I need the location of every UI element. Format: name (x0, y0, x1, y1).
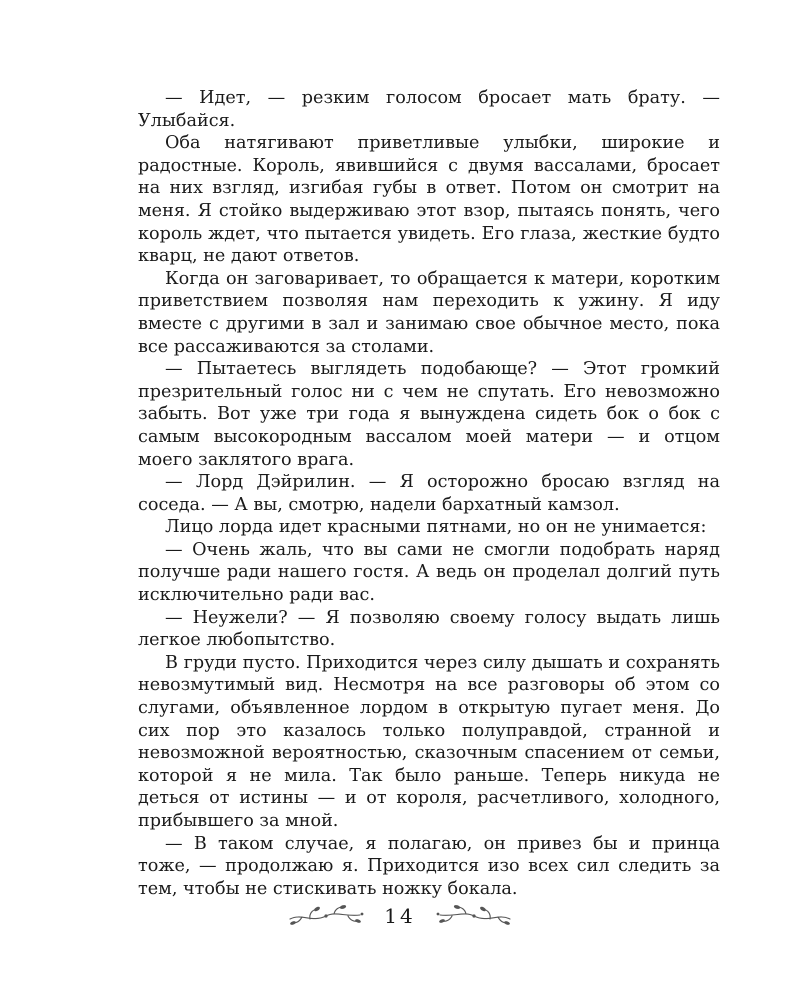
paragraph-7: — Очень жаль, что вы сами не смогли подобрать наряд получше ради нашего гостя. А ведь он проделал долгий путь исключительно ради вас. (138, 539, 720, 606)
floral-ornament-left-icon (288, 903, 366, 929)
paragraph-1: — Идет, — резким голосом бросает мать брату. — Улыбайся. (138, 88, 720, 131)
paragraph-5: — Лорд Дэйрилин. — Я осторожно бросаю взгляд на соседа. — А вы, смотрю, надели бархатный камзол. (138, 472, 720, 515)
paragraph-6: Лицо лорда идет красными пятнами, но он не унимается: (165, 517, 707, 538)
page-footer (0, 898, 800, 934)
paragraph-9: В груди пусто. Приходится через силу дышать и сохранять невозмутимый вид. Несмотря на все разговоры об этом со слугами, объявленное лордом в открытую пугает меня. До сих пор это казалось только полуправдой, странной и невозможной вероятностью, сказочным спасением от семьи, которой я не мила. Так было раньше. Теперь никуда не деться от истины — и от короля, расчетливого, холодного, прибывшего за мной. (138, 652, 720, 831)
paragraph-3: Когда он заговаривает, то обращается к матери, коротким приветствием позволяя нам переходить к ужину. Я иду вместе с другими в зал и занимаю свое обычное место, пока все рассаживаются за столами. (138, 268, 720, 357)
paragraph-8: — Неужели? — Я позволяю своему голосу выдать лишь легкое любопытство. (138, 607, 720, 651)
floral-ornament-right-icon (434, 903, 512, 929)
page-number: 14 (384, 904, 416, 928)
paragraph-10: — В таком случае, я полагаю, он привез бы и принца тоже, — продолжаю я. Приходится изо всех сил следить за тем, чтобы не стискивать ножку бокала. (138, 833, 720, 899)
page-body (138, 87, 720, 900)
paragraph-4: — Пытаетесь выглядеть подобающе? — Этот громкий презрительный голос ни с чем не спутать. Его невозможно забыть. Вот уже три года я вынуждена сидеть бок о бок с самым высокородным вассалом моей матери — и отцом моего заклятого врага. (138, 359, 720, 470)
paragraph-2: Оба натягивают приветливые улыбки, широкие и радостные. Король, явившийся с двумя вассалами, бросает на них взгляд, изгибая губы в ответ. Потом он смотрит на меня. Я стойко выдерживаю этот взор, пытаясь понять, чего король ждет, что пытается увидеть. Его глаза, жесткие будто кварц, не дают ответов. (138, 133, 720, 267)
